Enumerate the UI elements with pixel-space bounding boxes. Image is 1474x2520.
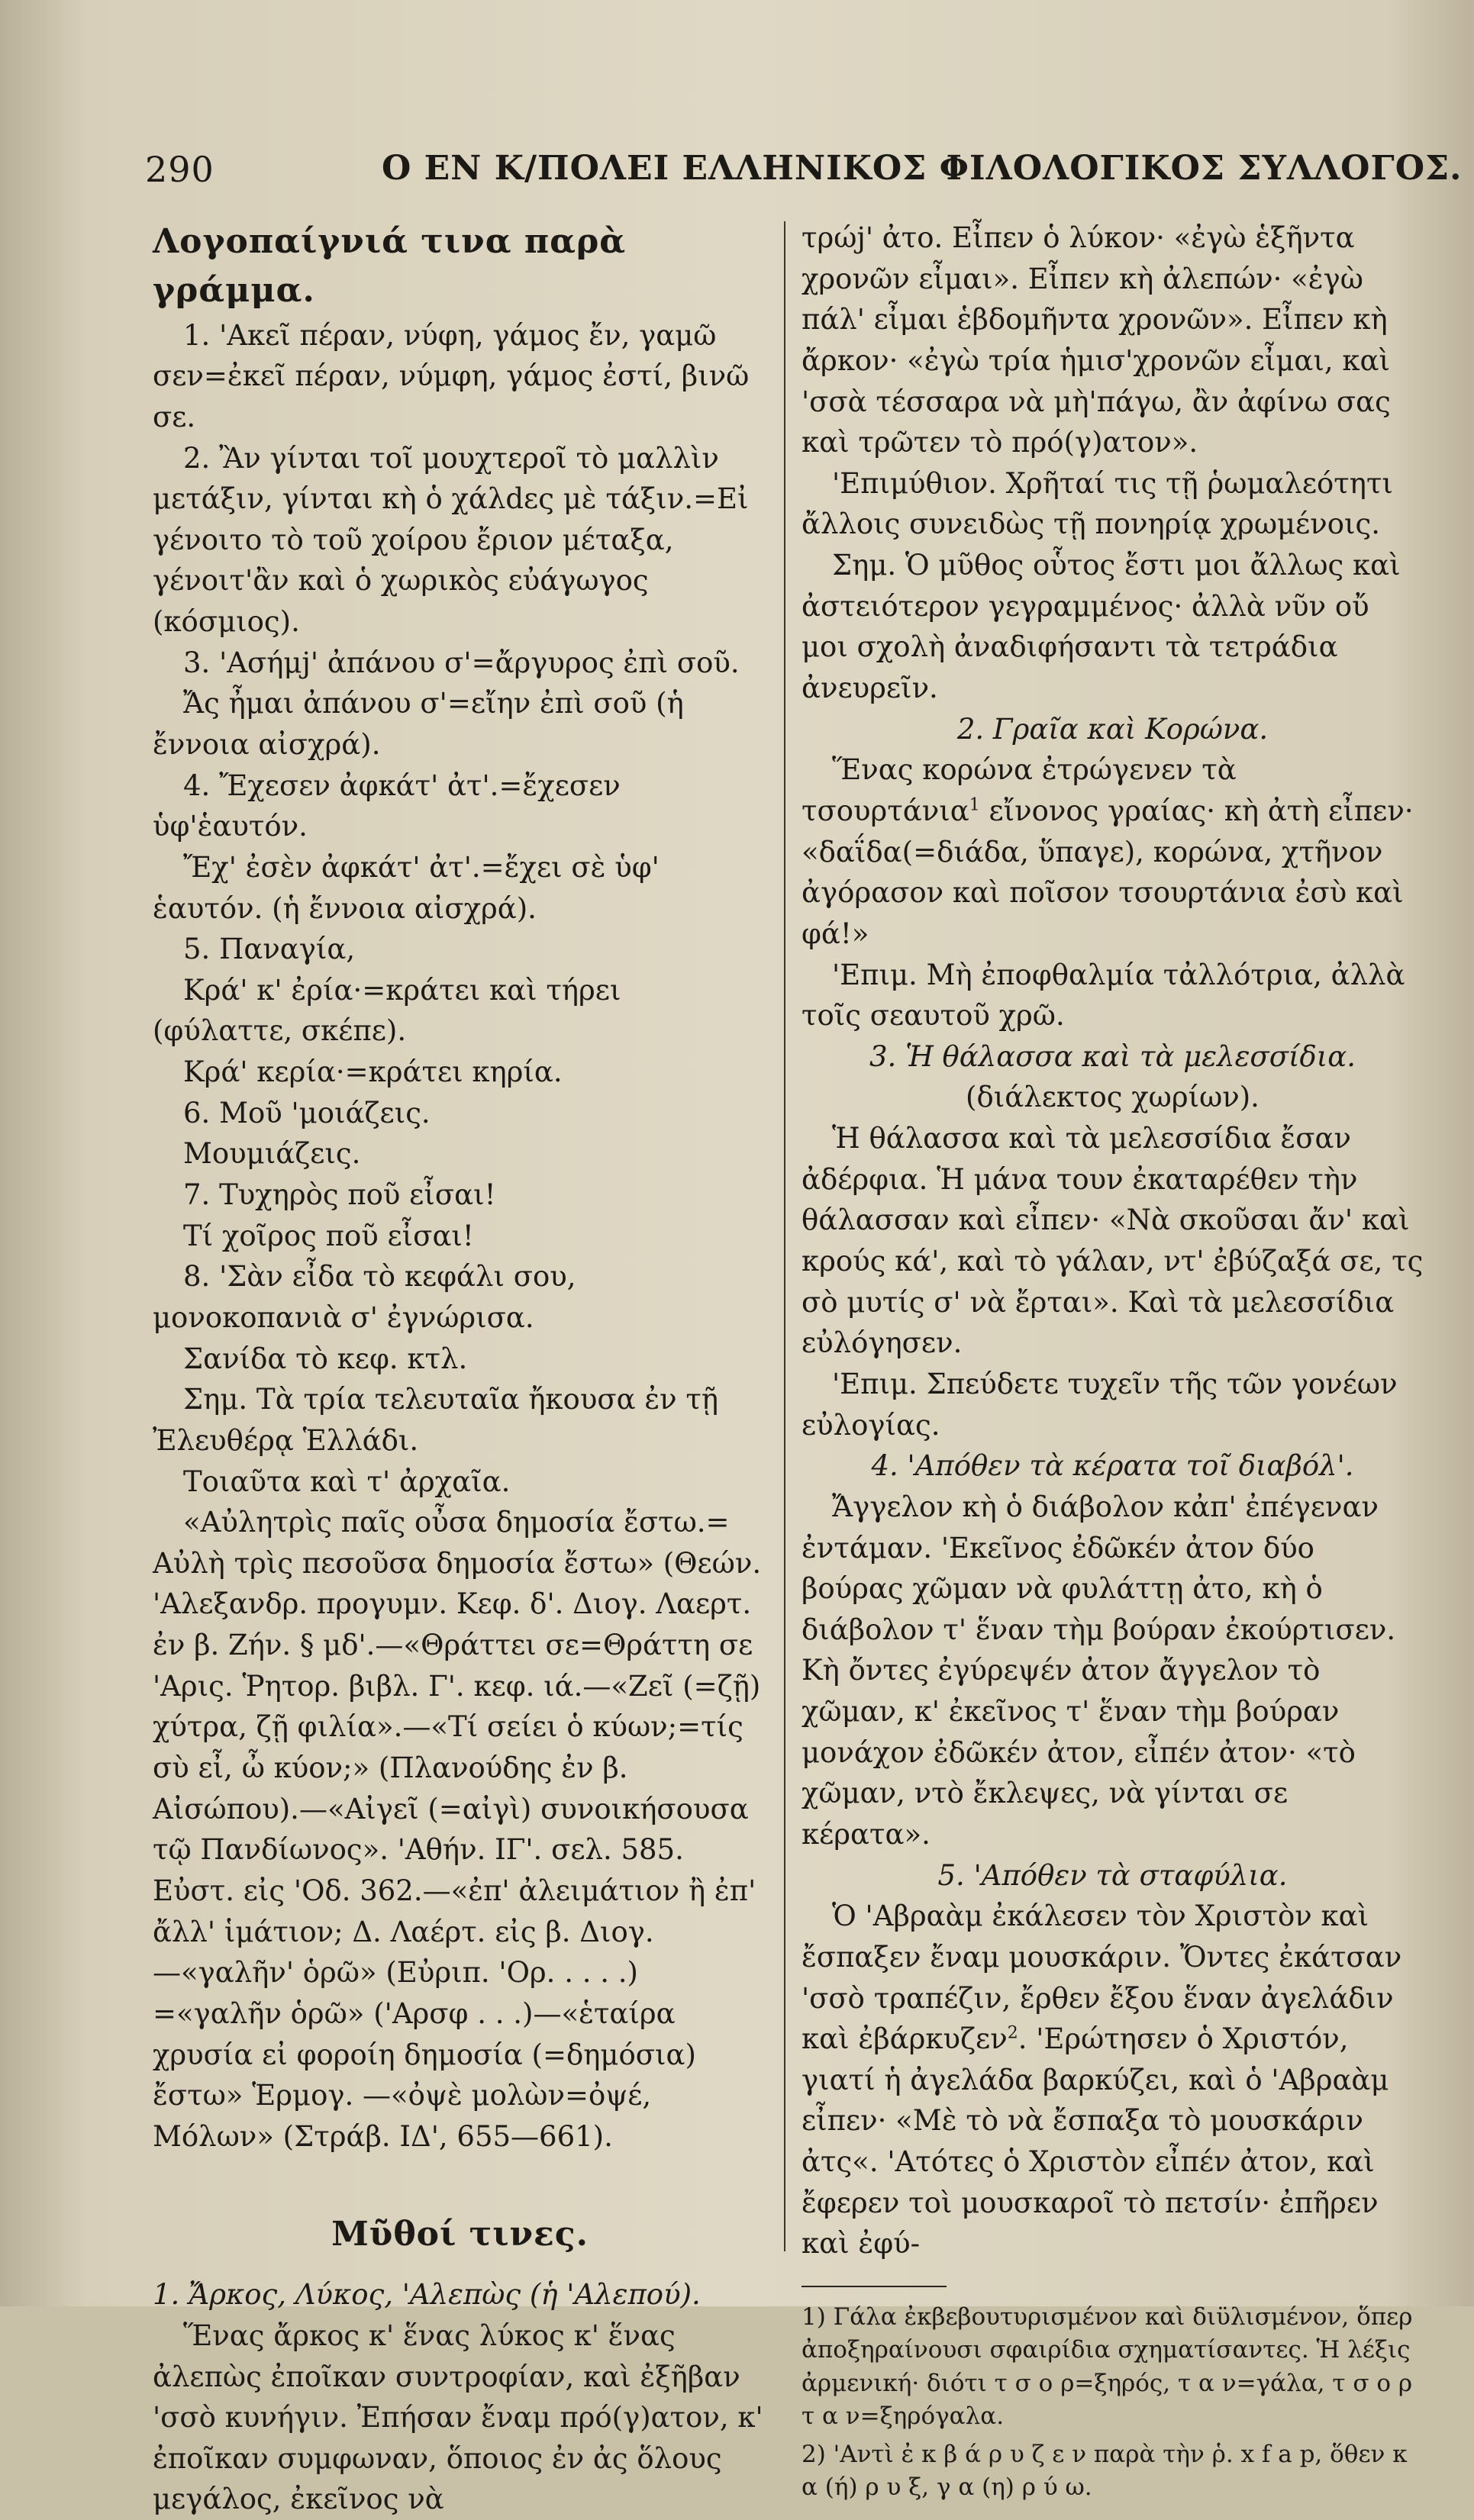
- paragraph: Ἄς ἦμαι ἀπάνου σ'=εἴην ἐπὶ σοῦ (ἡ ἔννοια αἰσχρά).: [153, 687, 684, 761]
- running-title: Ο ΕΝ Κ/ΠΟΛΕΙ ΕΛΛΗΝΙΚΟΣ ΦΙΛΟΛΟΓΙΚΟΣ ΣΥΛΛΟΓΟΣ.: [382, 149, 1463, 188]
- story-title: 2. Γραῖα καὶ Κορώνα.: [956, 712, 1269, 746]
- paragraph: 'Επιμ. Σπεύδετε τυχεῖν τῆς τῶν γονέων εὐλογίας.: [802, 1367, 1398, 1442]
- paragraph: Τοιαῦτα καὶ τ' ἀρχαῖα.: [183, 1465, 511, 1498]
- paragraph: «Αὐλητρὶς παῖς οὖσα δημοσία ἔστω.= Αὐλὴ τρὶς πεσοῦσα δημοσία ἔστω» (Θεών. 'Αλεξανδρ. προγυμν. Κεφ. δ'. Διογ. Λαερτ. ἐν β. Ζήν. § μδ'.—«Θράττει σε=Θράττη σε 'Αρις. Ῥητορ. βιβλ. Γ'. κεφ. ιά.—«Ζεῖ (=ζῇ) χύτρα, ζῇ φιλία».—«Τί σείει ὁ κύων;=τίς σὺ εἶ, ὦ κύον;» (Πλανούδης ἐν β. Αἰσώπου).—«Αἰγεῖ (=αἰγὶ) συνοικήσουσα τῷ Πανδίωνος». 'Αθήν. ΙΓ'. σελ. 585. Εὐστ. εἰς 'Οδ. 362.—«ἐπ' ἀλειμάτιον ἢ ἐπ' ἄλλ' ἱμάτιον; Δ. Λαέρτ. εἰς β. Διογ.—«γαλῆν' ὁρῶ» (Εὐριπ. 'Ορ. . . . .) =«γαλῆν ὁρῶ» ('Αρσφ . . .)—«ἑταίρα χρυσία εἰ φοροίη δημοσία (=δημόσια) ἔστω» Ἑρμογ. —«ὀψὲ μολὼν=ὀψέ, Μόλων» (Στράβ. ΙΔ', 655—661).: [153, 1506, 762, 2153]
- dialect-note: (διάλεκτος χωρίων).: [966, 1081, 1260, 1114]
- paragraph: Ἕνας ἄρκος κ' ἕνας λύκος κ' ἕνας ἀλεπὼς ἐποῖκαν συντροφίαν, καὶ ἐξῆβαν 'σσὸ κυνήγιν. Ἐπήσαν ἔναμ πρό(γ)ατον, κ' ἐποῖκαν συμφωναν, ὅποιος ἐν ἀς ὅλους μεγάλος, ἐκεῖνος νὰ: [153, 2319, 763, 2516]
- paragraph: 1. 'Ακεῖ πέραν, νύφη, γάμος ἔν, γαμῶ σεν=ἐκεῖ πέραν, νύμφη, γάμος ἐστί, βινῶ σε.: [153, 318, 750, 433]
- paragraph: [802, 1896, 1424, 2264]
- text-run: . 'Ερώτησεν ὁ Χριστόν, γιατί ἡ ἀγελάδα βαρκύζει, καὶ ὁ 'Αβραὰμ εἶπεν· «Μὲ τὸ νὰ ἔσπαξα τὸ μουσκάριν ἀτς«. 'Ατότες ὁ Χριστὸν εἶπέν ἀτον, καὶ ἔφερεν τοὶ μουσκαροῖ τὸ πετσίν· ἐπῆρεν καὶ ἐφύ-: [802, 2022, 1389, 2261]
- paragraph: τρώj' ἀτο. Εἶπεν ὁ λύκον· «ἐγὼ ἑξῆντα χρονῶν εἶμαι». Εἶπεν κὴ ἀλεπών· «ἐγὼ πάλ' εἶμαι ἑβδομῆντα χρονῶν». Εἶπεν κὴ ἄρκον· «ἐγὼ τρία ἡμισ'χρονῶν εἶμαι, καὶ 'σσὰ τέσσαρα νὰ μὴ'πάγω, ἂν ἀφίνω σας καὶ τρῶτεν τὸ πρό(γ)ατον».: [802, 221, 1391, 459]
- paragraph: 2. Ἂν γίνται τοῖ μουχτεροῖ τὸ μαλλὶν μετάξιν, γίνται κὴ ὁ χάλdες μὲ τάξιν.=Εἰ γένοιτο τὸ τοῦ χοίρου ἔριον μέταξα, γένοιτ'ἂν καὶ ὁ χωρικὸς εὐάγωγος (κόσμιος).: [153, 441, 749, 639]
- paragraph: 4. Ἔχεσεν ἀφκάτ' ἀτ'.=ἔχεσεν ὑφ'ἑαυτόν.: [153, 769, 621, 843]
- paragraph: Σημ. Ὁ μῦθος οὗτος ἔστι μοι ἄλλως καὶ ἀστειότερον γεγραμμένος· ἀλλὰ νῦν οὔ μοι σχολὴ ἀναδιφήσαντι τὰ τετράδια ἀνευρεῖν.: [802, 549, 1401, 705]
- paragraph: Τί χοῖρος ποῦ εἶσαι!: [183, 1219, 474, 1252]
- paragraph: 5. Παναγία,: [183, 933, 356, 966]
- footnote-separator: [802, 2286, 947, 2287]
- paragraph: Ἡ θάλασσα καὶ τὰ μελεσσίδια ἔσαν ἀδέρφια. Ἡ μάνα τουν ἐκαταρέθεν τὴν θάλασσαν καὶ εἶπεν· «Νὰ σκοῦσαι ἄν' καὶ κρούς κά', καὶ τὸ γάλαν, ντ' ἐβύζαξά σε, τς σὸ μυτίς σ' νὰ ἔρται». Καὶ τὰ μελεσσίδια εὐλόγησεν.: [802, 1122, 1424, 1360]
- paragraph: Μουμιάζεις.: [183, 1137, 361, 1171]
- text-run: εἴνονος γραίας· κὴ ἀτὴ εἶπεν· «δαΐδα(=διάδα, ὕπαγε), κορώνα, χτῆνον ἀγόρασον καὶ ποῖσον τσουρτάνια ἐσὺ καὶ φά!»: [802, 794, 1414, 950]
- section-heading-myths: Μῦθοί τινες.: [331, 2215, 589, 2254]
- paragraph: Σημ. Τὰ τρία τελευταῖα ἤκουσα ἐν τῇ Ἐλευθέρᾳ Ἑλλάδι.: [153, 1383, 719, 1457]
- page-number: 290: [145, 149, 214, 190]
- footnotes: [802, 2301, 1424, 2504]
- paragraph: [802, 749, 1424, 954]
- right-column: [802, 218, 1424, 2509]
- footnote: 1) Γάλα ἐκβεβουτυρισμένον καὶ διϋλισμένον, ὅπερ ἀποξηραίνουσι σφαιρίδια σχηματίσαντες. Ἡ λέξις ἀρμενική· διότι τ σ ο ρ=ξηρός, τ α ν=γάλα, τ σ ο ρ τ α ν=ξηρόγαλα.: [802, 2303, 1413, 2431]
- footnote-ref: 2: [1007, 2023, 1018, 2043]
- paragraph: Σανίδα τὸ κεφ. κτλ.: [183, 1342, 468, 1375]
- story-title: 1. Ἄρκος, Λύκος, 'Αλεπὼς (ἡ 'Αλεπού).: [153, 2278, 701, 2312]
- paragraph: 3. 'Ασήμj' ἀπάνου σ'=ἄργυρος ἐπὶ σοῦ.: [183, 646, 740, 679]
- paragraph: Κρά' κ' ἐρία·=κράτει καὶ τήρει (φύλαττε, σκέπε).: [153, 973, 621, 1048]
- story-title: 4. 'Απόθεν τὰ κέρατα τοῖ διαβόλ'.: [871, 1449, 1354, 1483]
- text-run: Ἕνας κορώνα ἐτρώγενεν τὰ τσουρτάνια: [802, 753, 1237, 827]
- footnote: 2) 'Αντὶ ἐ κ β ά ρ υ ζ ε ν παρὰ τὴν ῥ. x f a p, ὅθεν κ α (ή) ρ υ ξ, γ α (η) ρ ύ ω.: [802, 2440, 1408, 2501]
- left-column: [153, 218, 767, 2520]
- paragraph: 8. 'Σὰν εἶδα τὸ κεφάλι σου, μονοκοπανιὰ σ' ἐγνώρισα.: [153, 1260, 576, 1334]
- paragraph: 'Επιμύθιον. Χρῆταί τις τῇ ῥωμαλεότητι ἄλλοις συνειδὼς τῇ πονηρίᾳ χρωμένοις.: [802, 466, 1393, 541]
- page-header: [145, 149, 1463, 195]
- paragraph: Ἄγγελον κὴ ὁ διάβολον κἀπ' ἐπέγεναν ἐντάμαν. 'Εκεῖνος ἐδῶκέν ἀτον δύο βούρας χῶμαν νὰ φυλάττῃ ἀτο, κὴ ὁ διάβολον τ' ἕναν τὴμ βούραν ἐκούρτισεν. Κὴ ὄντες ἐγύρεψέν ἀτον ἄγγελον τὸ χῶμαν, κ' ἐκεῖνος τ' ἕναν τὴμ βούραν μονάχον ἐδῶκέν ἀτον, εἶπέν ἀτον· «τὸ χῶμαν, ντὸ ἔκλεψες, νὰ γίνται σε κέρατα».: [802, 1490, 1396, 1851]
- footnote-ref: 1: [969, 795, 980, 815]
- paragraph: Ἔχ' ἐσὲν ἀφκάτ' ἀτ'.=ἔχει σὲ ὑφ' ἑαυτόν. (ἡ ἔννοια αἰσχρά).: [153, 850, 660, 925]
- paragraph: 'Επιμ. Μὴ ἐποφθαλμία τἀλλότρια, ἀλλὰ τοῖς σεαυτοῦ χρῶ.: [802, 958, 1405, 1033]
- text-run: Ὁ 'Αβραὰμ ἐκάλεσεν τὸν Χριστὸν καὶ ἔσπαξεν ἔναμ μουσκάριν. Ὄντες ἐκάτσαν 'σσὸ τραπέζιν, ἔρθεν ἔξου ἕναν ἀγελάδιν καὶ ἐβάρκυζεν: [802, 1900, 1402, 2056]
- paragraph: 7. Τυχηρὸς ποῦ εἶσαι!: [183, 1178, 496, 1212]
- paragraph: 6. Μοῦ 'μοιάζεις.: [183, 1096, 431, 1129]
- column-divider: [784, 221, 785, 2251]
- story-title: 3. Ἡ θάλασσα καὶ τὰ μελεσσίδια.: [869, 1039, 1356, 1073]
- story-title: 5. 'Απόθεν τὰ σταφύλια.: [937, 1858, 1288, 1892]
- section-heading-wordplay: Λογοπαίγνιά τινα παρὰ γράμμα.: [153, 222, 627, 310]
- paragraph: Κρά' κερία·=κράτει κηρία.: [183, 1055, 563, 1089]
